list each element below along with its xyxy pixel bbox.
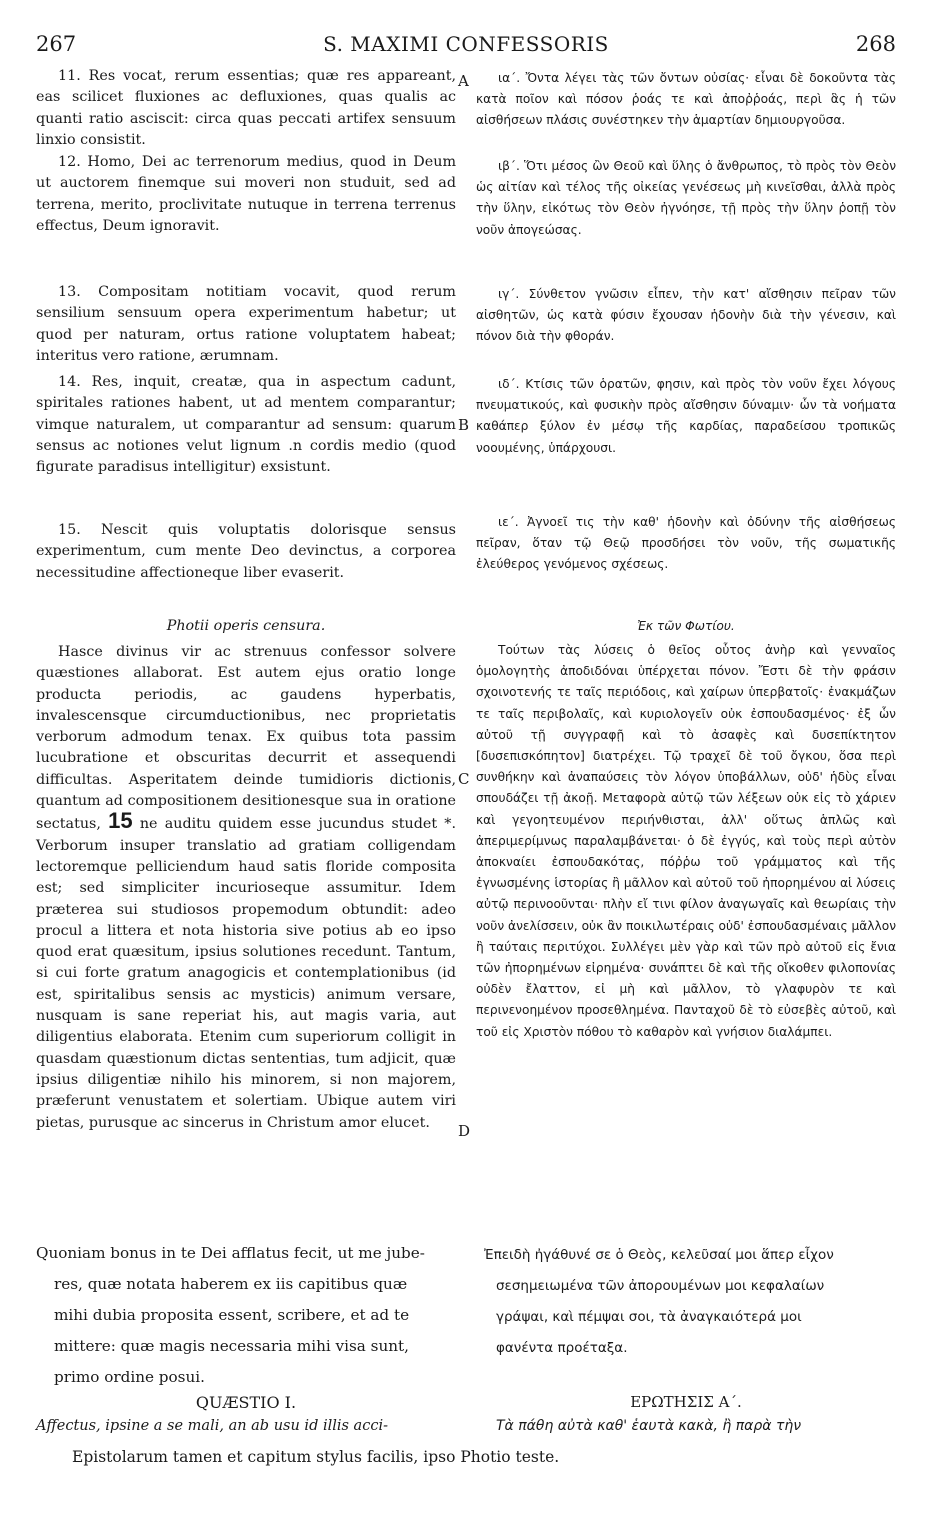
latin-paragraph: 14. Res, inquit, creatæ, qua in aspectum cadunt, spiritales rationes habent, ut ad mentem comparantur; vimque naturalem, ut comparantur ad sensum: quarum sensus ac notiones velut lignum .n cordis medio (quod figurate paradisus intelligitur) exsistunt. xyxy=(36,374,456,476)
latin-section-12 xyxy=(36,152,456,237)
greek-censura-heading xyxy=(476,616,896,637)
greek-section-14 xyxy=(476,374,896,459)
latin-section-13 xyxy=(36,282,456,367)
latin-preface xyxy=(36,1238,456,1393)
margin-marker-b: B xyxy=(458,416,470,434)
text-line: Quoniam bonus in te Dei afflatus fecit, ut me jube- xyxy=(36,1244,425,1262)
greek-question-text: Τὰ πάθη αὐτὰ καθ' ἑαυτὰ κακὰ, ἢ παρὰ τὴν xyxy=(496,1418,802,1434)
greek-section-15 xyxy=(476,512,896,576)
column-number: 15 xyxy=(108,808,133,834)
section-heading: Ἐκ τῶν Φωτίου. xyxy=(637,619,735,633)
running-header xyxy=(36,32,896,58)
latin-question-title: QUÆSTIO I. xyxy=(195,1393,297,1412)
text-line: res, quæ notata haberem ex iis capitibus quæ xyxy=(54,1275,408,1293)
greek-paragraph: ιγ΄. Σύνθετον γνῶσιν εἶπεν, τὴν κατ' αἴσθησιν πεῖραν τῶν αἰσθητῶν, ὡς κατὰ φύσιν ἔχουσαν ἡδονὴν διὰ τὴν γένεσιν, καὶ πόνον διὰ τὴν φθοράν. xyxy=(476,287,896,344)
footnote: Epistolarum tamen et capitum stylus facilis, ipso Photio teste. xyxy=(72,1448,560,1466)
page-number-right: 268 xyxy=(855,32,896,56)
latin-censura xyxy=(36,642,456,1134)
greek-paragraph: ιδ΄. Κτίσις τῶν ὁρατῶν, φησιν, καὶ πρὸς τὸν νοῦν ἔχει λόγους πνευματικούς, καὶ φυσικὴν πρὸς αἴσθησιν δύναμιν· ὧν τὰ νοήματα καθάπερ ξύλον ἐν μέσῳ τῆς καρδίας, παραδείσου τροπικῶς νοουμένης, ὑπάρχουσι. xyxy=(476,377,896,455)
greek-section-12 xyxy=(476,156,896,241)
margin-marker-d: D xyxy=(458,1122,471,1140)
greek-paragraph: ιε΄. Ἀγνοεῖ τις τὴν καθ' ἡδονὴν καὶ ὀδύνην τῆς αἰσθήσεως πεῖραν, ὅταν τῷ Θεῷ προσδήσει τὸν νοῦν, τῆς σωματικῆς ἐλεύθερος γενόμενος σχέσεως. xyxy=(476,515,896,572)
text-line: mittere: quæ magis necessaria mihi visa sunt, xyxy=(54,1337,409,1355)
latin-paragraph: 15. Nescit quis voluptatis dolorisque sensus experimentum, cum mente Deo devinctus, a corporea necessitudine affectioneque liber evaserit. xyxy=(36,522,456,581)
page-number-left: 267 xyxy=(36,32,77,56)
latin-section-15 xyxy=(36,520,456,584)
latin-censura-part-a: Hasce divinus vir ac strenuus confessor solvere quæstiones allaborat. Est autem ejus oratio longe producta periodis, ac gaudens hyperbatis, invalescensque circumductionibus, nec proprietatis verborum admodum tenax. Ex quibus tota passim lucubratione et obscuritas decurrit et assequendi difficultas. Asperitatem deinde tumidioris dictionis, quantum ad compositionem desitionesque sua in oratione sectatus, xyxy=(36,644,456,833)
text-line: σεσημειωμένα τῶν ἀπορουμένων μοι κεφαλαίων xyxy=(496,1278,825,1294)
text-line: φανέντα προέταξα. xyxy=(496,1340,628,1356)
latin-paragraph xyxy=(36,642,456,1134)
running-title: S. MAXIMI CONFESSORIS xyxy=(323,32,609,56)
greek-question-title: ΕΡΩΤΗΣΙΣ Α΄. xyxy=(630,1393,742,1411)
latin-censura-heading xyxy=(36,616,456,637)
latin-paragraph: 12. Homo, Dei ac terrenorum medius, quod in Deum ut auctorem finemque sui moveri non studuit, sed ad terrena, merito, proclivitate nutuque in terrena terrenus effectus, Deum ignoravit. xyxy=(36,154,456,234)
latin-section-14 xyxy=(36,372,456,478)
latin-section-11 xyxy=(36,66,456,151)
greek-paragraph: Τούτων τὰς λύσεις ὁ θεῖος οὗτος ἀνὴρ καὶ γενναῖος ὁμολογητὴς ἀποδιδόναι ὑπέρχεται πόνον. Ἔστι δὲ τὴν φράσιν σχοινοτενής τε ταῖς περιόδοις, καὶ χαίρων ὑπερβατοῖς· ἐνακμάζων τε ταῖς περιβολαῖς, καὶ κυριολογεῖν οὐκ ἐσπουδασμένος· ἐξ ὧν αὐτοῦ τῇ συγγραφῇ καὶ τὸ ἀσαφὲς καὶ δυσεπίκτητον [δυσεπισκόπητον] διατρέχει. Τῷ τραχεῖ δὲ τοῦ ὄγκου, ὅσα περὶ συνθήκην καὶ ἀναπαύσεις τὸν λόγον ὑποβάλλων, οὐδ' ἡδὺς εἶναι σπουδάζει τῇ ἀκοῇ. Μεταφορὰ αὐτῷ τῶν λέξεων οὐκ εἰς τὸ χάριεν καὶ γεγοητευμένον περιήνθισται, ἀλλ' οὕτως ἁπλῶς καὶ ἀπεριμερίμνως παραλαμβάνεται· ὁ δὲ ἐγγύς, καὶ τοὺς περὶ αὐτὸν ἀποκναίει ἐσπουδακότας, πόῤῥω τοῦ γράμματος καὶ τῆς ἐγνωσμένης ἱστορίας ἢ μᾶλλον καὶ αὐτοῦ τοῦ ἠπορημένου αἱ λύσεις αὐτῷ περινοοῦνται· πλὴν εἴ τινι φίλον ἀναγωγαῖς καὶ θεωρίαις τὴν νοῦν ἀνελίσσειν, οὐκ ἂν ποικιλωτέραις οὐδ' ἐσπουδασμέναις μᾶλλον ἢ ταύταις περιτύχοι. Συλλέγει μὲν γὰρ καὶ τῶν πρὸ αὐτοῦ εἰς ἔνια τῶν ἠπορημένων εἰρημένα· συνάπτει δὲ καὶ τῆς οἴκοθεν φιλοπονίας οὐδὲν ἔλαττον, εἰ μὴ καὶ μᾶλλον, τὸ γλαφυρὸν τε καὶ περινενοημένον προσεθλημένα. Πανταχοῦ δὲ τὸ εὐσεβὲς αὐτοῦ, καὶ τοῦ εἰς Χριστὸν πόθου τὸ καθαρὸν καὶ γνήσιον διαλάμπει. xyxy=(476,643,896,1039)
greek-censura xyxy=(476,640,896,1043)
latin-censura-part-b: ne auditu quidem esse jucundus studet *. Verborum insuper translatio ad gratiam colligendam lectoremque pelliciendum haud satis floride composita est; sed simpliciter incurioseque assumitur. Idem præterea sui studiosos propemodum obtundit: adeo procul a littera et nota historia sive potius ab eo ipso quod erat quæsitum, ipsius solutiones recedunt. Tantum, si cui forte gratum anagogicis et contemplationibus (id est, spiritalibus sensis ac mysticis) animum versare, nusquam is sane reperiat his, aut magis varia, aut diligentius elaborata. Etenim cum superiorum colligit in quasdam quæstionum dictas sententias, tum adjicit, quæ ipsius diligentiæ nihilo his minorem, si non majorem, præferunt venustatem et solertiam. Ubique autem viri pietas, purusque ac sincerus in Christum amor elucet. xyxy=(36,816,456,1131)
greek-paragraph: ιβ΄. Ὅτι μέσος ὢν Θεοῦ καὶ ὕλης ὁ ἄνθρωπος, τὸ πρὸς τὸν Θεὸν ὡς αἰτίαν καὶ τέλος τῆς οἰκείας γενέσεως μὴ κινεῖσθαι, ἀλλὰ πρὸς τὴν ὕλην, εἰκότως τὸν Θεὸν ἠγνόησε, τῇ πρὸς τὴν ὕλην ῥοπῇ τὸν νοῦν ἀπογεώσας. xyxy=(476,159,896,237)
greek-section-13 xyxy=(476,284,896,348)
text-line: Ἐπειδὴ ἠγάθυνέ σε ὁ Θεὸς, κελεῦσαί μοι ἅπερ εἶχον xyxy=(484,1247,834,1263)
section-heading: Photii operis censura. xyxy=(166,618,326,634)
text-line: mihi dubia proposita essent, scribere, et ad te xyxy=(54,1306,410,1324)
latin-paragraph: 11. Res vocat, rerum essentias; quæ res appareant, eas scilicet fluxiones ac defluxiones, quas qualis ac quanti ratio asciscit: circa quas peccati artifex sensuum linxio consistit. xyxy=(36,68,456,148)
margin-marker-c: C xyxy=(458,770,470,788)
margin-marker-a: A xyxy=(458,72,469,90)
greek-section-11 xyxy=(476,68,896,132)
text-line: γράψαι, καὶ πέμψαι σοι, τὰ ἀναγκαιότερά μοι xyxy=(496,1309,802,1325)
latin-paragraph: 13. Compositam notitiam vocavit, quod rerum sensilium sensuum opera experimentum habetur; ut quod per naturam, ortus ratione voluptatem habeat; interitus vero ratione, ærumnam. xyxy=(36,284,456,364)
greek-paragraph: ια΄. Ὄντα λέγει τὰς τῶν ὄντων οὐσίας· εἶναι δὲ δοκοῦντα τὰς κατὰ ποῖον καὶ πόσον ῥοάς τε καὶ ἀποῤῥοάς, περὶ ἃς ἡ τῶν αἰσθήσεων πλάσις συνέστηκεν τὴν ἁμαρτίαν δημιουργοῦσα. xyxy=(476,71,896,128)
greek-preface xyxy=(484,1240,896,1364)
text-line: primo ordine posui. xyxy=(54,1368,205,1386)
latin-question-text: Affectus, ipsine a se mali, an ab usu id illis acci- xyxy=(36,1418,388,1434)
